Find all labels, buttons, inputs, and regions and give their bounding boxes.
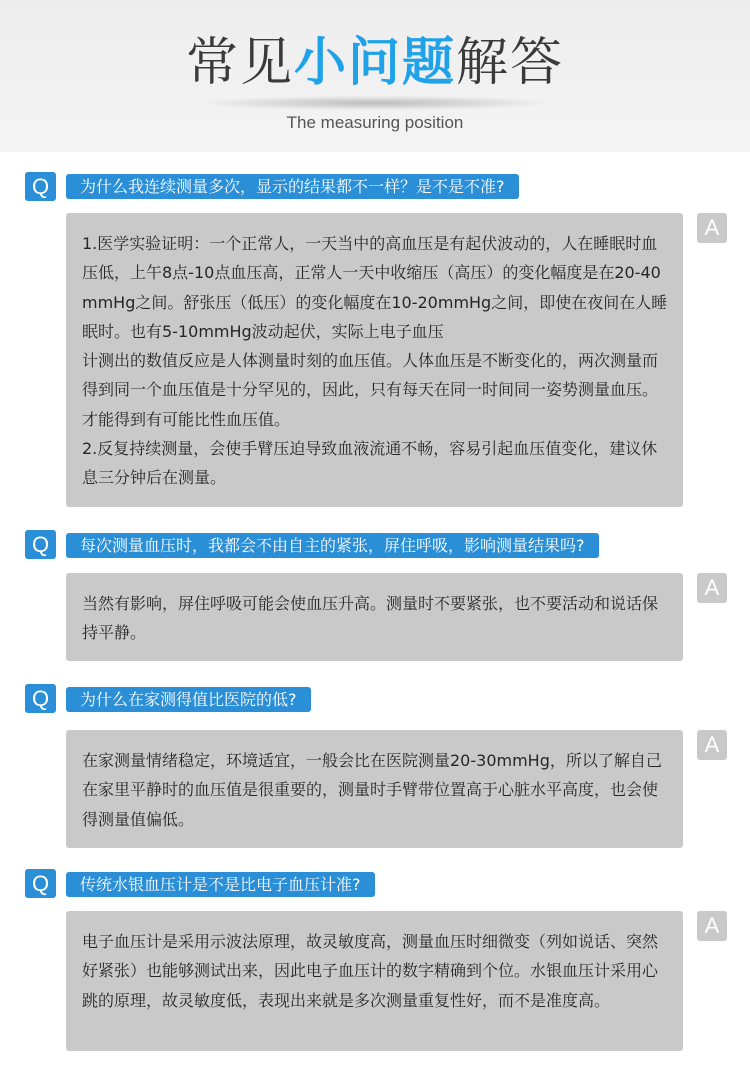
faq-2-question: 每次测量血压时，我都会不由自主的紧张，屏住呼吸，影响测量结果吗? <box>66 533 599 558</box>
question-icon: Q <box>25 530 56 559</box>
faq-1-question: 为什么我连续测量多次，显示的结果都不一样？是不是不准? <box>66 174 519 199</box>
faq-4-answer-box <box>66 911 683 1051</box>
answer-icon: A <box>697 573 727 603</box>
faq-2-answer: 当然有影响，屏住呼吸可能会使血压升高。测量时不要紧张，也不要活动和说话保持平静。 <box>82 594 659 643</box>
answer-icon: A <box>697 911 727 941</box>
title-highlight: 小问题 <box>293 33 456 93</box>
faq-4-answer: 电子血压计是采用示波法原理，故灵敏度高，测量血压时细微变（列如说话、突然好紧张）也能够测试出来，因此电子血压计的数字精确到个位。水银血压计采用心跳的原理，故灵敏度低，表现出来就是多次测量重复性好，而不是准度高。 <box>82 932 659 1010</box>
question-icon: Q <box>25 684 56 713</box>
faq-3-answer: 在家测量情绪稳定，环境适宜，一般会比在医院测量20-30mmHg，所以了解自己在家里平静时的血压值是很重要的，测量时手臂带位置高于心脏水平高度，也会使得测量值偏低。 <box>82 751 662 829</box>
faq-4-question: 传统水银血压计是不是比电子血压计准? <box>66 872 375 897</box>
question-icon: Q <box>25 172 56 201</box>
faq-3-question: 为什么在家测得值比医院的低? <box>66 687 311 712</box>
faq-3-answer-box <box>66 730 683 848</box>
faq-1-answer-box <box>66 213 683 507</box>
answer-icon: A <box>697 730 727 760</box>
page-title <box>0 28 750 98</box>
title-shadow-decoration <box>205 96 545 110</box>
question-icon: Q <box>25 869 56 898</box>
title-part2: 解答 <box>456 33 565 93</box>
faq-1-answer: 1.医学实验证明：一个正常人，一天当中的高血压是有起伏波动的，人在睡眠时血压低，上午8点-10点血压高，正常人一天中收缩压（高压）的变化幅度是在20-40mmHg之间。舒张压（低压）的变化幅度在10-20mmHg之间，即使在夜间在人睡眠时。也有5-10mmHg波动起伏，实际上电子血压 计测出的数值反应是人体测量时刻的血压值。人体血压是不断变化的，两次测量而得到同一个血压值是十分罕见的，因此，只有每天在同一时间同一姿势测量血压。才能得到有可能比性血压值。 2.反复持续测量，会使手臂压迫导致血液流通不畅，容易引起血压值变化，建议休息三分钟后在测量。 <box>82 234 668 488</box>
page-subtitle: The measuring position <box>286 113 464 132</box>
faq-2-answer-box <box>66 573 683 661</box>
title-part1: 常见 <box>185 33 294 93</box>
answer-icon: A <box>697 213 727 243</box>
